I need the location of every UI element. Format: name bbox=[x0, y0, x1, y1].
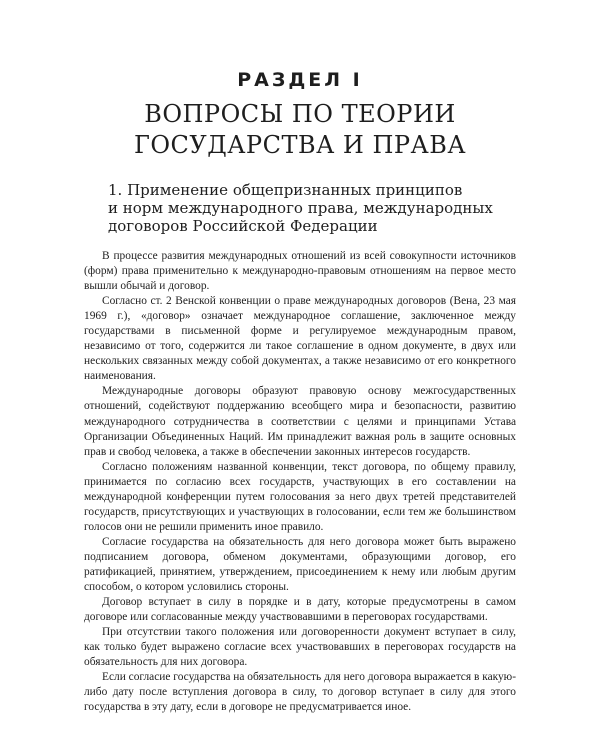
paragraph: В процессе развития международных отношений из всей совокупности источников (форм) права применительно к международно-правовым отношениям на первое место вышли обычай и договор. bbox=[84, 250, 516, 293]
paragraph: Договор вступает в силу в порядке и в дату, которые предусмотрены в самом договоре или согласованные между участвовавшими в переговорах государствами. bbox=[84, 596, 516, 624]
paragraph: Согласно положениям названной конвенции, текст договора, по общему правилу, принимается по согласию всех государств, участвующих в его составлении на международной конференции путем голосования за него двух третей представителей государств, присутствующих и участвующих в голосовании, если тем же большинством голосов они не решили применить иное правило. bbox=[84, 460, 516, 533]
section-label: РАЗДЕЛ I bbox=[237, 69, 363, 91]
paragraph: Согласие государства на обязательность для него договора может быть выражено подписанием договора, обменом документами, образующими договор, его ратификацией, принятием, утверждением, присоединением к нему или любым другим способом, о котором условились стороны. bbox=[84, 535, 516, 594]
section-title-line-1: ВОПРОСЫ ПО ТЕОРИИ bbox=[144, 100, 456, 128]
paragraph: При отсутствии такого положения или договоренности документ вступает в силу, как только будет выражено согласие всех участвовавших в переговорах государств на обязательность для них договора. bbox=[84, 626, 516, 669]
paragraph: Если согласие государства на обязательность для него договора выражается в какую-либо дату после вступления договора в силу, то договор вступает в силу для этого государства в эту дату, если в договоре не предусматривается иное. bbox=[84, 671, 516, 714]
paragraph: Согласно ст. 2 Венской конвенции о праве международных договоров (Вена, 23 мая 1969 г.), «договор» означает международное соглашение, заключенное между государствами в письменной форме и регулируемое международным правом, независимо от того, содержится ли такое соглашение в одном документе, в двух или нескольких связанных между собой документах, а также независимо от его конкретного наименования. bbox=[84, 295, 516, 383]
section-title bbox=[0, 99, 600, 161]
chapter-heading-line-2: и норм международного права, международных bbox=[108, 199, 493, 217]
chapter-heading bbox=[108, 181, 508, 235]
chapter-heading-line-3: договоров Российской Федерации bbox=[108, 217, 378, 235]
chapter-heading-line-1: 1. Применение общепризнанных принципов bbox=[108, 181, 463, 199]
section-title-line-2: ГОСУДАРСТВА И ПРАВА bbox=[133, 131, 467, 159]
body-text bbox=[84, 249, 516, 715]
paragraph: Международные договоры образуют правовую основу межгосударственных отношений, содействуют поддержанию всеобщего мира и безопасности, развитию международного сотрудничества в соответствии с целями и принципами Устава Организации Объединенных Наций. Им принадлежит важная роль в защите основных прав и свобод человека, а также в обеспечении законных интересов государств. bbox=[84, 385, 516, 458]
